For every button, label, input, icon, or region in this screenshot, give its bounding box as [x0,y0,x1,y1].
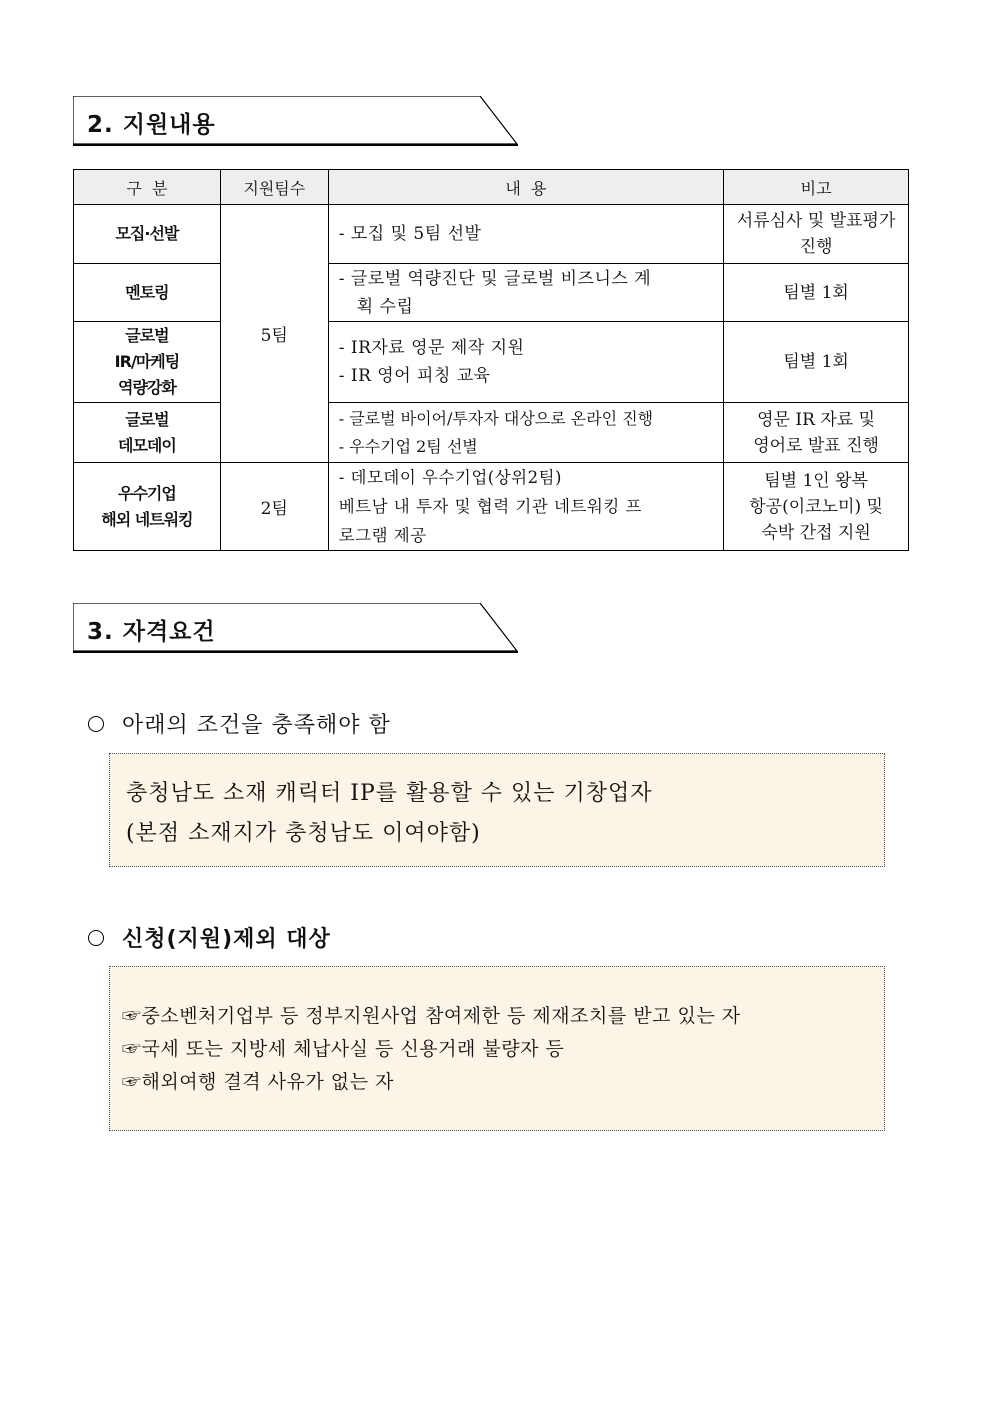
header-note: 비고 [724,170,909,205]
row-category: 글로벌 데모데이 [74,403,221,463]
circle-bullet-icon [88,716,104,732]
requirement-text: 아래의 조건을 충족해야 함 [122,713,391,738]
header-category: 구 분 [74,170,221,205]
table-row [74,463,909,551]
row-note: 팀별 1인 왕복 항공(이코노미) 및 숙박 간접 지원 [724,463,909,551]
row-content: - 데모데이 우수기업(상위2팀) 베트남 내 투자 및 협력 기관 네트워킹 프 로그램 제공 [328,463,723,551]
requirement-box [109,753,885,867]
exclusion-bullet [88,922,331,953]
section-2-title: 2. 지원내용 [87,112,216,138]
exclusion-line: ☞해외여행 결격 사유가 없는 자 [122,1071,394,1093]
section-2-header [73,96,518,146]
row-note: 팀별 1회 [724,322,909,403]
row-category: 모집·선발 [74,205,221,264]
row-content: - 글로벌 역량진단 및 글로벌 비즈니스 계 획 수립 [328,264,723,322]
row-note: 팀별 1회 [724,264,909,322]
row-content: - IR자료 영문 제작 지원 - IR 영어 피칭 교육 [328,322,723,403]
requirement-bullet [88,708,391,739]
row-note: 영문 IR 자료 및 영어로 발표 진행 [724,403,909,463]
section-3-header [73,603,518,653]
table-row [74,403,909,463]
exclusion-text: 신청(지원)제외 대상 [122,927,331,952]
table-header-row [74,170,909,205]
section-3-title: 3. 자격요건 [87,619,216,645]
exclusion-box [109,966,885,1131]
table-row [74,322,909,403]
requirement-line: (본점 소재지가 충청남도 이여야함) [126,821,481,846]
row-teams: 2팀 [220,463,328,551]
table-row [74,264,909,322]
row-content: - 모집 및 5팀 선발 [328,205,723,264]
row-note: 서류심사 및 발표평가 진행 [724,205,909,264]
table-row [74,205,909,264]
row-content: - 글로벌 바이어/투자자 대상으로 온라인 진행 - 우수기업 2팀 선별 [328,403,723,463]
row-category: 글로벌 IR/마케팅 역량강화 [74,322,221,403]
support-table [73,169,909,551]
requirement-line: 충청남도 소재 캐릭터 IP를 활용할 수 있는 기창업자 [126,781,653,806]
header-content: 내 용 [328,170,723,205]
circle-bullet-icon [88,930,104,946]
row-category: 우수기업 해외 네트워킹 [74,463,221,551]
exclusion-line: ☞국세 또는 지방세 체납사실 등 신용거래 불량자 등 [122,1038,565,1060]
exclusion-line: ☞중소벤처기업부 등 정부지원사업 참여제한 등 제재조치를 받고 있는 자 [122,1005,741,1027]
row-teams: 5팀 [220,205,328,463]
row-category: 멘토링 [74,264,221,322]
header-teams: 지원팀수 [220,170,328,205]
